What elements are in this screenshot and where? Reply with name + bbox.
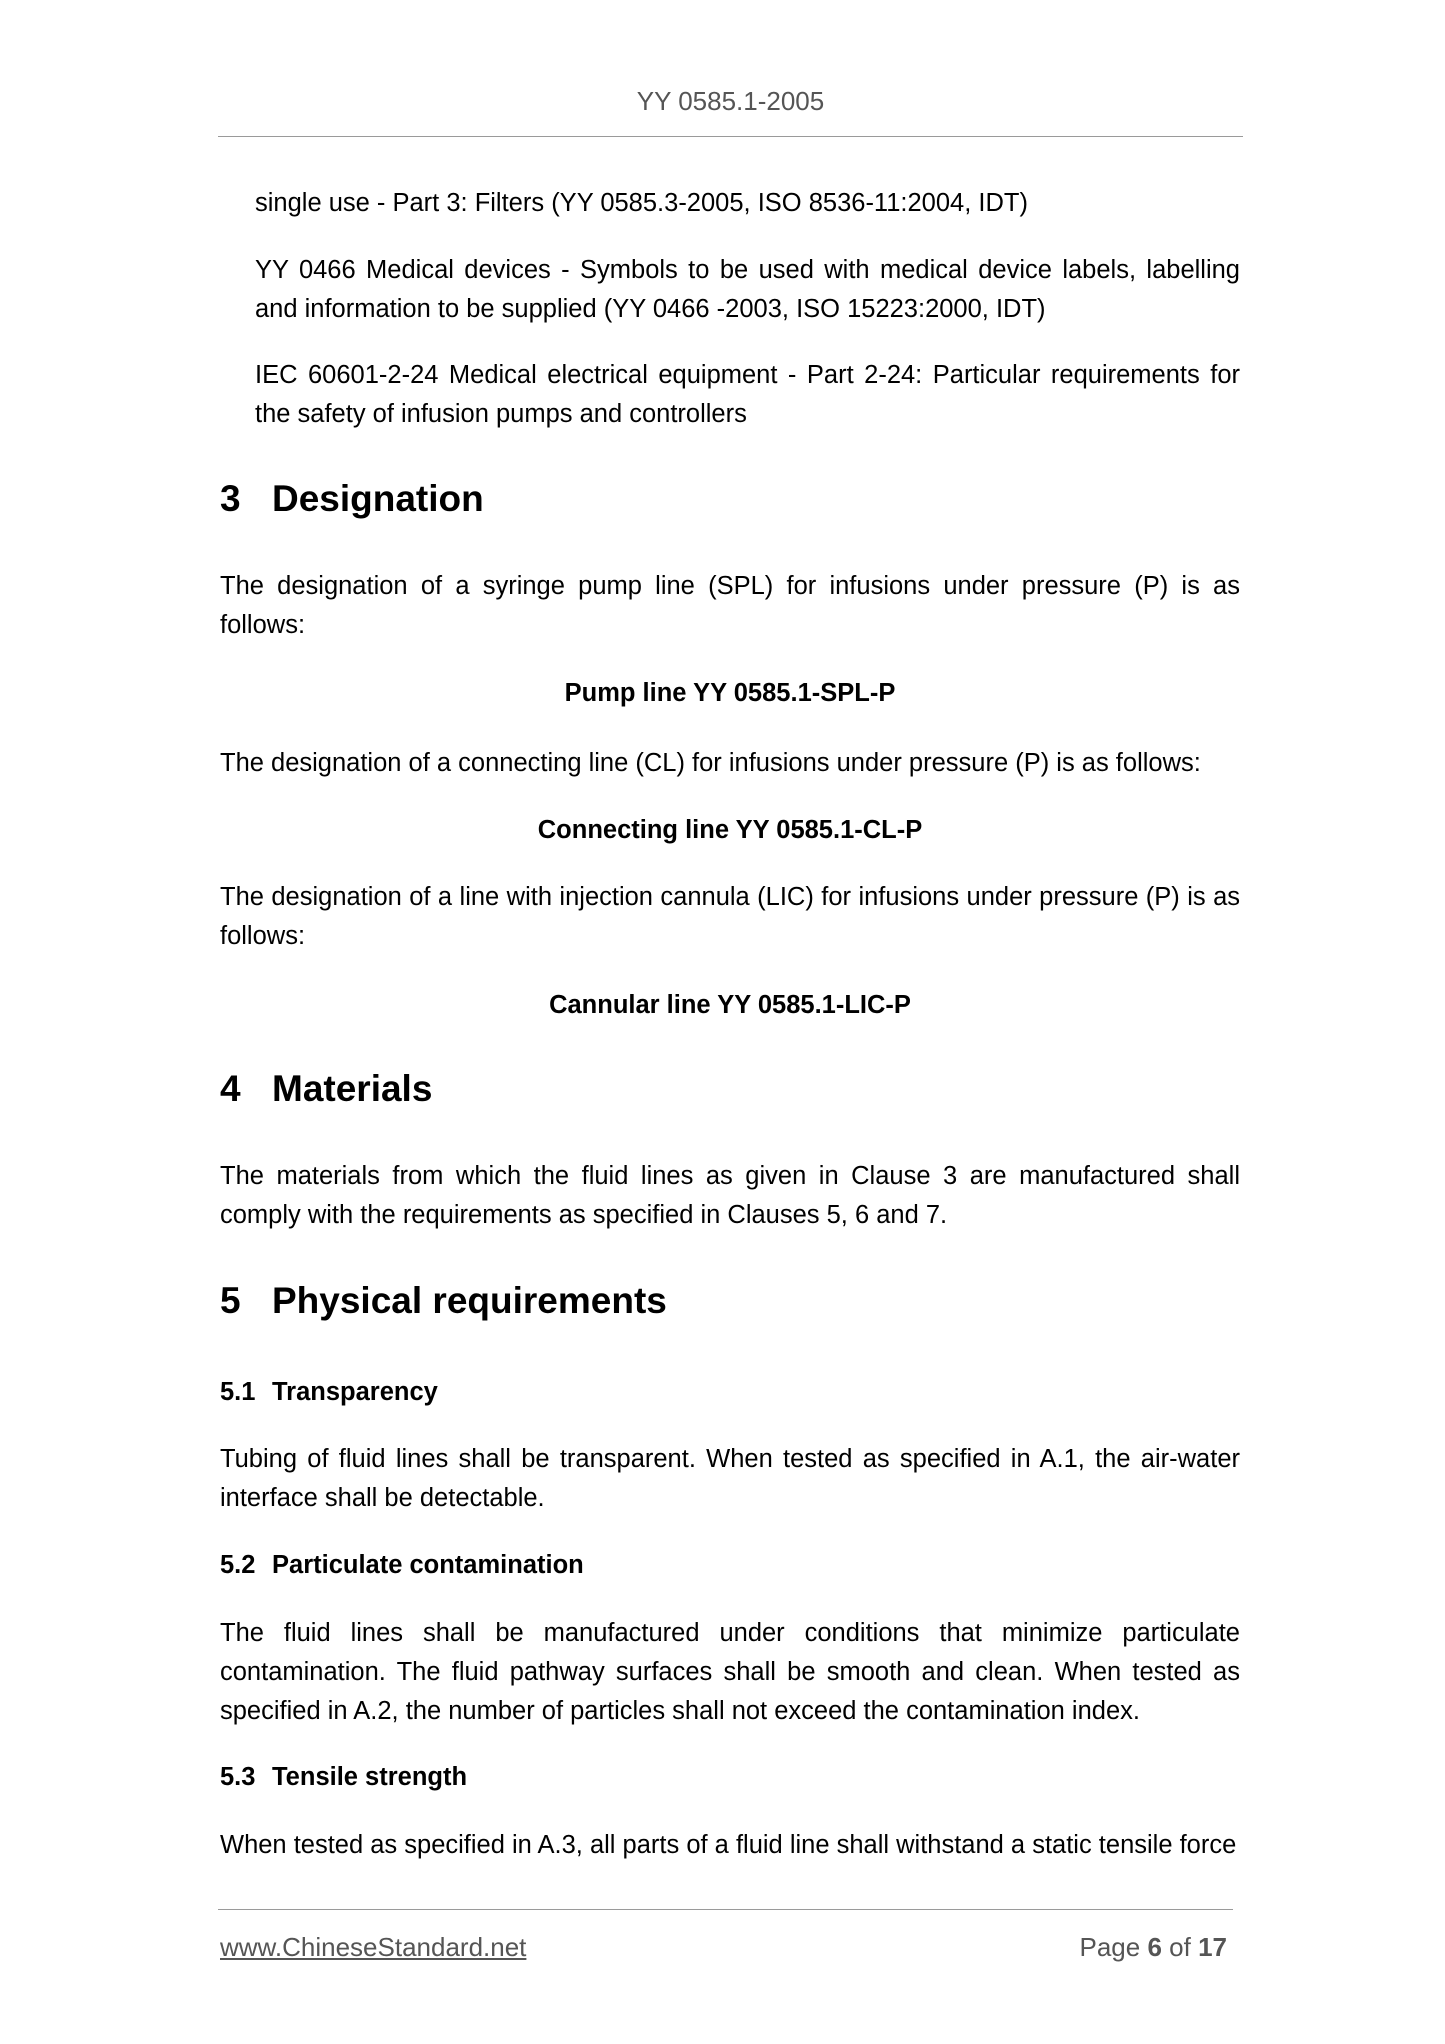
paragraph: The designation of a connecting line (CL) for infusions under pressure (P) is as follows: — [220, 749, 1201, 777]
subsection-title: Transparency — [272, 1378, 438, 1406]
section-number: 5 — [220, 1280, 241, 1321]
section-heading — [220, 1067, 432, 1111]
section-heading — [220, 477, 484, 521]
paragraph: The fluid lines shall be manufactured under conditions that minimize particulate contamination. The fluid pathway surfaces shall be smooth and clean. When tested as specified in A.2, the number of particles shall not exceed the contamination index. — [220, 1619, 1240, 1725]
designation-line: Pump line YY 0585.1-SPL-P — [564, 679, 896, 707]
running-header: YY 0585.1-2005 — [636, 86, 825, 116]
paragraph: The designation of a line with injection cannula (LIC) for infusions under pressure (P) is as follows: — [220, 883, 1240, 950]
paragraph: When tested as specified in A.3, all parts of a fluid line shall withstand a static tensile force — [220, 1831, 1237, 1859]
section-title: Designation — [272, 478, 484, 519]
subsection-heading — [220, 1375, 438, 1409]
site-link[interactable]: www.ChineseStandard.net — [220, 1932, 527, 1962]
designation-line: Connecting line YY 0585.1-CL-P — [537, 816, 923, 844]
section-title: Materials — [272, 1068, 433, 1109]
subsection-title: Particulate contamination — [272, 1551, 584, 1579]
subsection-number: 5.3 — [220, 1763, 256, 1791]
section-number: 3 — [220, 478, 241, 519]
subsection-title: Tensile strength — [272, 1763, 468, 1791]
paragraph: The materials from which the fluid lines as given in Clause 3 are manufactured shall comply with the requirements as specified in Clauses 5, 6 and 7. — [220, 1162, 1240, 1229]
subsection-number: 5.2 — [220, 1551, 256, 1579]
reference-item: IEC 60601-2-24 Medical electrical equipment - Part 2-24: Particular requirements for the safety of infusion pumps and controllers — [255, 361, 1240, 428]
page-word: Page — [1079, 1932, 1141, 1962]
total-pages: 17 — [1198, 1932, 1227, 1962]
section-heading — [220, 1279, 667, 1323]
paragraph: The designation of a syringe pump line (SPL) for infusions under pressure (P) is as follows: — [220, 572, 1240, 639]
footer-rule — [218, 1909, 1233, 1910]
reference-item: single use - Part 3: Filters (YY 0585.3-2005, ISO 8536-11:2004, IDT) — [255, 189, 1028, 217]
header-rule — [218, 136, 1243, 137]
section-number: 4 — [220, 1068, 241, 1109]
paragraph: Tubing of fluid lines shall be transparent. When tested as specified in A.1, the air-water interface shall be detectable. — [220, 1445, 1240, 1512]
page-number — [1079, 1932, 1227, 1963]
section-title: Physical requirements — [272, 1280, 667, 1321]
of-word: of — [1169, 1932, 1191, 1962]
reference-item: YY 0466 Medical devices - Symbols to be used with medical device labels, labelling and information to be supplied (YY 0466 -2003, ISO 15223:2000, IDT) — [255, 256, 1240, 323]
current-page: 6 — [1147, 1932, 1162, 1962]
subsection-number: 5.1 — [220, 1378, 256, 1406]
subsection-heading — [220, 1760, 467, 1794]
designation-line: Cannular line YY 0585.1-LIC-P — [549, 991, 911, 1019]
subsection-heading — [220, 1548, 584, 1582]
